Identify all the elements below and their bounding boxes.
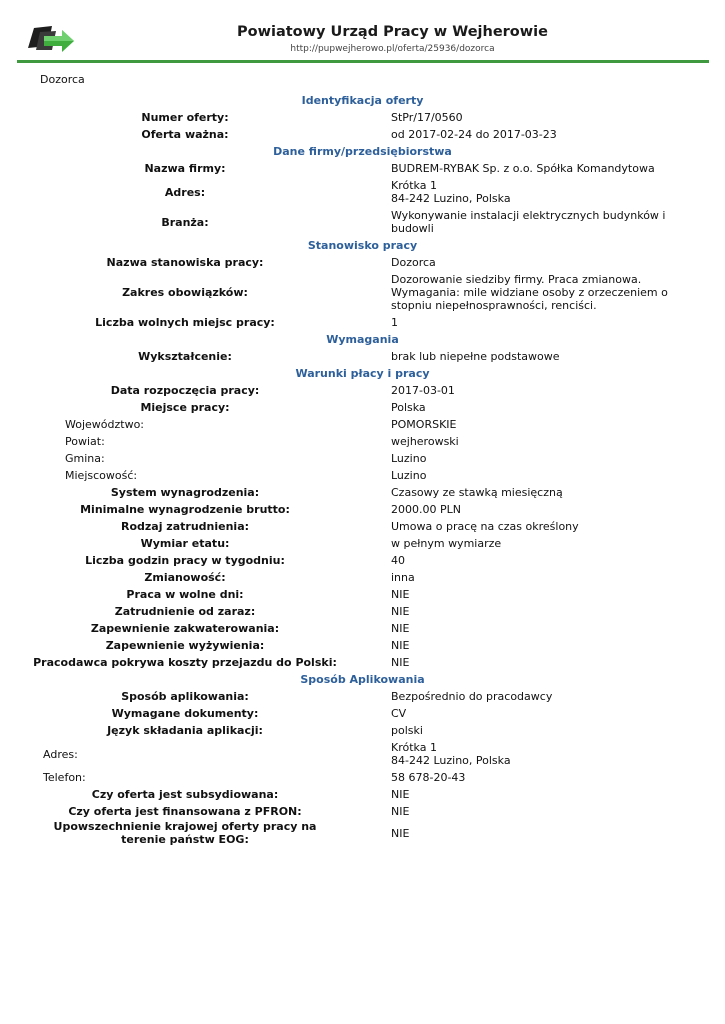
- row-miejscowosc: [0, 467, 725, 484]
- row-branza: [0, 207, 725, 237]
- row-od-zaraz: [0, 603, 725, 620]
- page-url[interactable]: http://pupwejherowo.pl/oferta/25936/dozorca: [290, 44, 495, 54]
- row-wyksztalcenie: [0, 348, 725, 365]
- offer-details: [0, 92, 725, 846]
- value: BUDREM-RYBAK Sp. z o.o. Spółka Komandytowa: [391, 162, 655, 175]
- label: Zapewnienie zakwaterowania:: [90, 622, 280, 635]
- value: NIE: [391, 826, 410, 840]
- label: Czy oferta jest subsydiowana:: [91, 788, 279, 801]
- value: Luzino: [391, 452, 427, 465]
- value: Luzino: [391, 469, 427, 482]
- value: NIE: [391, 788, 410, 801]
- row-numer-oferty: [0, 109, 725, 126]
- section-warunki: Warunki płacy i pracy: [295, 367, 430, 380]
- value: Wykonywanie instalacji elektrycznych budynków i budowli: [391, 209, 666, 235]
- label: Minimalne wynagrodzenie brutto:: [80, 503, 290, 516]
- label: Liczba wolnych miejsc pracy:: [95, 316, 275, 329]
- label: Liczba godzin pracy w tygodniu:: [85, 554, 285, 567]
- value: inna: [391, 571, 415, 584]
- value: NIE: [391, 656, 410, 669]
- value: brak lub niepełne podstawowe: [391, 350, 560, 363]
- row-dokumenty: [0, 705, 725, 722]
- value: NIE: [391, 639, 410, 652]
- value: w pełnym wymiarze: [391, 537, 502, 550]
- row-liczba-miejsc: [0, 314, 725, 331]
- value: wejherowski: [391, 435, 459, 448]
- label: Numer oferty:: [141, 111, 229, 124]
- label: Upowszechnienie krajowej oferty pracy na terenie państw EOG:: [53, 820, 317, 846]
- section-aplikowanie: Sposób Aplikowania: [300, 673, 425, 686]
- page-header: [0, 0, 725, 62]
- value: 40: [391, 554, 405, 567]
- label: Powiat:: [65, 435, 105, 448]
- address-line-1: Krótka 1: [391, 179, 437, 192]
- row-rodzaj-zatrudnienia: [0, 518, 725, 535]
- label: Gmina:: [65, 452, 105, 465]
- row-min-wynagrodzenie: [0, 501, 725, 518]
- row-adres: [0, 177, 725, 207]
- address-line-2: 84-242 Luzino, Polska: [391, 754, 511, 767]
- value: NIE: [391, 805, 410, 818]
- value: 2017-03-01: [391, 384, 455, 397]
- address-line-1: Krótka 1: [391, 741, 437, 754]
- label: Zapewnienie wyżywienia:: [105, 639, 265, 652]
- label: Oferta ważna:: [141, 128, 229, 141]
- value: NIE: [391, 588, 410, 601]
- row-jezyk: [0, 722, 725, 739]
- row-nazwa-stanowiska: [0, 254, 725, 271]
- section-wymagania: Wymagania: [326, 333, 399, 346]
- row-zmianowosc: [0, 569, 725, 586]
- label: Telefon:: [43, 771, 86, 784]
- section-identyfikacja: Identyfikacja oferty: [301, 94, 424, 107]
- label: Zatrudnienie od zaraz:: [114, 605, 256, 618]
- label: Praca w wolne dni:: [126, 588, 244, 601]
- label: Nazwa stanowiska pracy:: [106, 256, 264, 269]
- row-adres-aplikacji: [0, 739, 725, 769]
- address-line-2: 84-242 Luzino, Polska: [391, 192, 511, 205]
- value: od 2017-02-24 do 2017-03-23: [391, 128, 557, 141]
- page-title: Powiatowy Urząd Pracy w Wejherowie: [237, 24, 548, 40]
- row-miejsce-pracy: [0, 399, 725, 416]
- label: Miejscowość:: [65, 469, 138, 482]
- row-wojewodztwo: [0, 416, 725, 433]
- label: Rodzaj zatrudnienia:: [120, 520, 250, 533]
- label: System wynagrodzenia:: [110, 486, 260, 499]
- value: Umowa o pracę na czas określony: [391, 520, 579, 533]
- green-arrow-logo-icon: [26, 22, 76, 54]
- label: Wymagane dokumenty:: [111, 707, 259, 720]
- value: [391, 739, 686, 769]
- label: Nazwa firmy:: [144, 162, 226, 175]
- value: Czasowy ze stawką miesięczną: [391, 486, 563, 499]
- row-telefon: [0, 769, 725, 786]
- label: Branża:: [161, 215, 209, 229]
- section-firma: Dane firmy/przedsiębiorstwa: [273, 145, 452, 158]
- row-oferta-wazna: [0, 126, 725, 143]
- row-wyzywienie: [0, 637, 725, 654]
- value: 1: [391, 316, 398, 329]
- value: Dozorca: [391, 256, 436, 269]
- value: 58 678-20-43: [391, 771, 466, 784]
- row-wymiar-etatu: [0, 535, 725, 552]
- value: CV: [391, 707, 407, 720]
- label: Data rozpoczęcia pracy:: [110, 384, 260, 397]
- row-system-wynagrodzenia: [0, 484, 725, 501]
- value: StPr/17/0560: [391, 111, 463, 124]
- row-koszty-przejazdu: [0, 654, 725, 671]
- value: POMORSKIE: [391, 418, 457, 431]
- value: polski: [391, 724, 423, 737]
- label: Język składania aplikacji:: [107, 724, 263, 737]
- row-gmina: [0, 450, 725, 467]
- row-powiat: [0, 433, 725, 450]
- value: Polska: [391, 401, 426, 414]
- value: [391, 177, 686, 207]
- row-pfron: [0, 803, 725, 820]
- value: 2000.00 PLN: [391, 503, 461, 516]
- row-wolne-dni: [0, 586, 725, 603]
- label: Czy oferta jest finansowana z PFRON:: [68, 805, 302, 818]
- value: Bezpośrednio do pracodawcy: [391, 690, 553, 703]
- row-sposob-aplikowania: [0, 688, 725, 705]
- value: NIE: [391, 605, 410, 618]
- label: Wymiar etatu:: [140, 537, 230, 550]
- label: Adres:: [43, 747, 78, 761]
- label: Zakres obowiązków:: [122, 286, 248, 299]
- label: Pracodawca pokrywa koszty przejazdu do Polski:: [33, 656, 337, 669]
- row-zakwaterowanie: [0, 620, 725, 637]
- row-godziny: [0, 552, 725, 569]
- row-zakres: [0, 271, 725, 314]
- label: Sposób aplikowania:: [121, 690, 249, 703]
- row-data-rozpoczecia: [0, 382, 725, 399]
- header-divider: [17, 60, 709, 63]
- label: Adres:: [164, 185, 206, 199]
- label: Miejsce pracy:: [140, 401, 230, 414]
- row-nazwa-firmy: [0, 160, 725, 177]
- label: Województwo:: [65, 418, 145, 431]
- label: Zmianowość:: [144, 571, 226, 584]
- label: Wykształcenie:: [138, 350, 232, 363]
- row-subsydiowana: [0, 786, 725, 803]
- value: NIE: [391, 622, 410, 635]
- row-eog: [0, 820, 725, 846]
- value: Dozorowanie siedziby firmy. Praca zmianowa. Wymagania: mile widziane osoby z orzeczeniem o stopniu niepełnosprawności, renciści.: [391, 273, 668, 312]
- job-title: Dozorca: [40, 73, 85, 86]
- section-stanowisko: Stanowisko pracy: [307, 239, 418, 252]
